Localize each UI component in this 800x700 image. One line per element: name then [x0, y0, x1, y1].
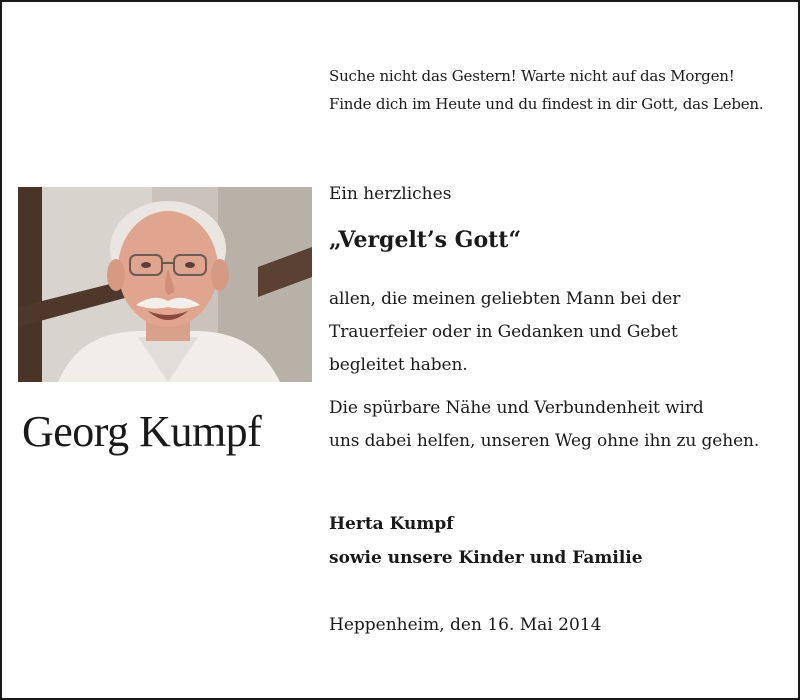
headline-thanks: „Vergelt’s Gott“ — [329, 227, 522, 253]
closeness-paragraph — [329, 392, 759, 458]
thanks-line-3: begleitet haben. — [329, 355, 468, 375]
place-date: Heppenheim, den 16. Mai 2014 — [329, 615, 602, 635]
thanks-line-1: allen, die meinen geliebten Mann bei der — [329, 289, 681, 309]
closeness-line-2: uns dabei helfen, unseren Weg ohne ihn zu gehen. — [329, 431, 760, 451]
signature-name: Herta Kumpf — [329, 514, 454, 534]
motto-line-2: Finde dich im Heute und du findest in dir Gott, das Leben. — [329, 95, 764, 113]
motto-quote — [329, 62, 763, 118]
intro-text: Ein herzliches — [329, 184, 452, 204]
portrait-illustration — [18, 187, 312, 382]
thanks-line-2: Trauerfeier oder in Gedanken und Gebet — [329, 322, 678, 342]
closeness-line-1: Die spürbare Nähe und Verbundenheit wird — [329, 398, 704, 418]
thanks-paragraph — [329, 283, 680, 382]
motto-line-1: Suche nicht das Gestern! Warte nicht auf das Morgen! — [329, 67, 735, 85]
signature-family: sowie unsere Kinder und Familie — [329, 548, 643, 568]
signature-block — [329, 507, 643, 575]
deceased-name: Georg Kumpf — [22, 407, 262, 456]
portrait-photo — [18, 187, 312, 382]
